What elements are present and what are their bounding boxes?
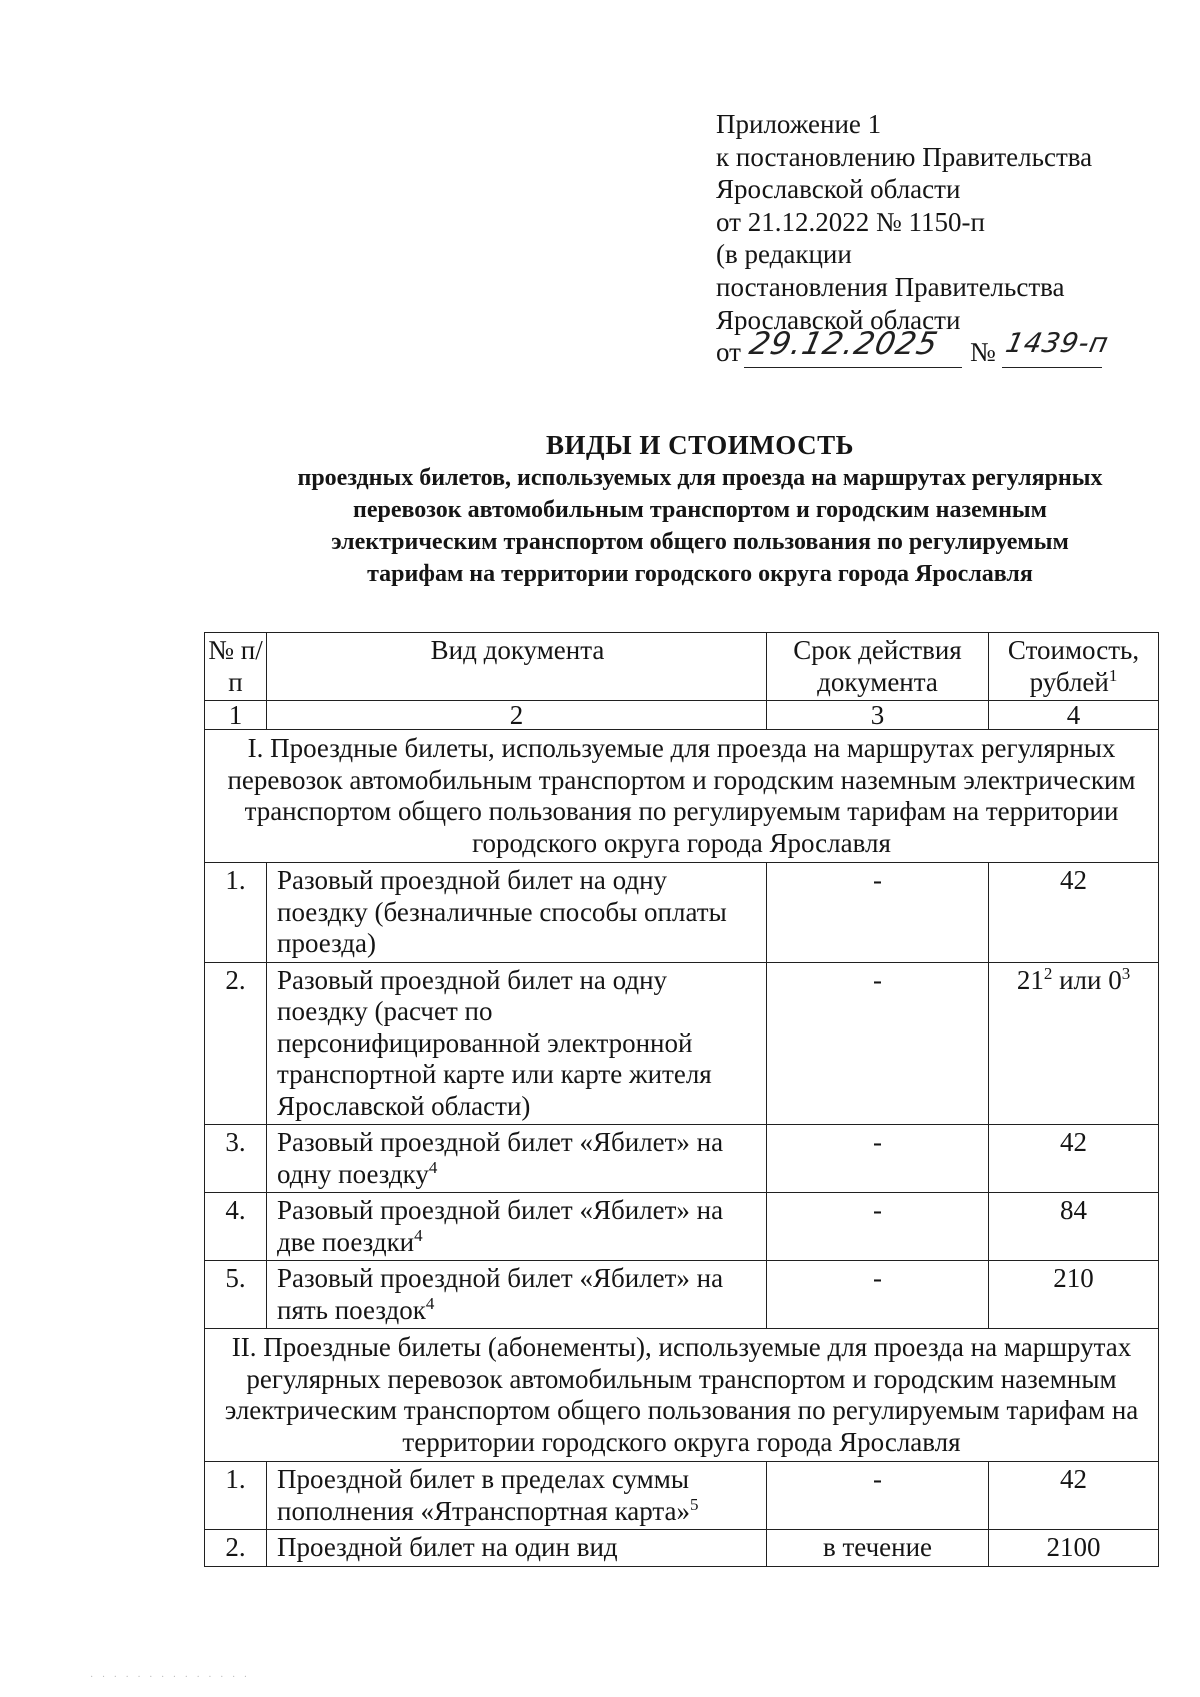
- footnote-mark: 2: [1043, 963, 1053, 983]
- table-row: [205, 1462, 1159, 1530]
- row-doc: Проездной билет на один вид: [267, 1530, 767, 1567]
- row-term: в течение: [767, 1530, 989, 1567]
- tariff-table: [204, 632, 1159, 1567]
- row-doc-text: Разовый проездной билет «Ябилет» на пять поездок: [277, 1263, 724, 1325]
- appendix-line: к постановлению Правительства: [716, 141, 1093, 172]
- header-term: Срок действия документа: [767, 633, 989, 701]
- row-term: -: [767, 1193, 989, 1261]
- table-row: [205, 1530, 1159, 1567]
- price-a: 21: [1016, 964, 1044, 995]
- handwritten-number: 1439-п: [1002, 328, 1112, 360]
- row-doc: Разовый проездной билет на одну поездку (расчет по персонифицированной электронной транспортной карте или карте жителя Ярославской области): [267, 962, 767, 1125]
- title-subline: тарифам на территории городского округа города Ярославля: [367, 561, 1033, 587]
- row-doc: [267, 1462, 767, 1530]
- table-row: [205, 962, 1159, 1125]
- section-2-title: II. Проездные билеты (абонементы), используемые для проезда на маршрутах регулярных перевозок автомобильным транспортом и городским наземным электрическим транспортом общего пользования по регулируемым тарифам на территории городского округа города Ярославля: [205, 1329, 1159, 1462]
- number-label: №: [970, 337, 996, 368]
- row-doc: [267, 1193, 767, 1261]
- handwritten-date: 29.12.2025: [746, 326, 942, 363]
- header-doc: Вид документа: [267, 633, 767, 701]
- column-number: 1: [205, 701, 267, 730]
- footnote-mark: 3: [1121, 963, 1131, 983]
- row-doc: Разовый проездной билет на одну поездку (безналичные способы оплаты проезда): [267, 863, 767, 963]
- appendix-line: Ярославской области: [716, 174, 961, 205]
- header-price-text: Стоимость, рублей: [1007, 635, 1140, 697]
- row-doc: [267, 1125, 767, 1193]
- footnote-mark: 1: [1108, 665, 1118, 685]
- footnote-mark: 5: [690, 1494, 699, 1514]
- section-row: [205, 730, 1159, 863]
- footnote-mark: 4: [425, 1293, 435, 1313]
- row-term: -: [767, 1462, 989, 1530]
- table-row: [205, 1193, 1159, 1261]
- row-price: 42: [989, 1125, 1159, 1193]
- appendix-line: (в редакции: [716, 239, 852, 270]
- footnote-mark: 4: [428, 1157, 438, 1177]
- row-term: -: [767, 863, 989, 963]
- row-term: -: [767, 962, 989, 1125]
- row-num: 1.: [205, 1462, 267, 1530]
- row-doc-text: Проездной билет в пределах суммы пополнения «Ятранспортная карта»: [277, 1464, 691, 1526]
- table-row: [205, 1125, 1159, 1193]
- from-label: от: [716, 337, 741, 368]
- table-row: [205, 1261, 1159, 1329]
- appendix-line: от 21.12.2022 № 1150-п: [716, 206, 985, 237]
- scan-artifact: · · · · · · · · · · · · · ·: [90, 1672, 251, 1683]
- signature-line: [716, 326, 1176, 370]
- column-number: 4: [989, 701, 1159, 730]
- appendix-line: Приложение 1: [716, 109, 882, 139]
- row-num: 1.: [205, 863, 267, 963]
- column-number-row: [205, 701, 1159, 730]
- row-num: 2.: [205, 1530, 267, 1567]
- row-term: -: [767, 1125, 989, 1193]
- row-num: 2.: [205, 962, 267, 1125]
- header-price: [989, 633, 1159, 701]
- section-row: [205, 1329, 1159, 1462]
- header-num: № п/п: [205, 633, 267, 701]
- table-header-row: [205, 633, 1159, 701]
- row-price: 42: [989, 1462, 1159, 1530]
- row-price: 2100: [989, 1530, 1159, 1567]
- appendix-line: постановления Правительства: [716, 271, 1065, 302]
- number-underline: [1002, 367, 1102, 368]
- row-price: 42: [989, 863, 1159, 963]
- row-term: -: [767, 1261, 989, 1329]
- row-num: 5.: [205, 1261, 267, 1329]
- row-num: 3.: [205, 1125, 267, 1193]
- row-doc: [267, 1261, 767, 1329]
- title-main: ВИДЫ И СТОИМОСТЬ: [546, 430, 854, 460]
- table-row: [205, 863, 1159, 963]
- column-number: 2: [267, 701, 767, 730]
- row-price: [989, 962, 1159, 1125]
- price-or: или: [1052, 964, 1109, 995]
- title-subline: проездных билетов, используемых для проезда на маршрутах регулярных: [297, 465, 1103, 491]
- column-number: 3: [767, 701, 989, 730]
- row-price: 84: [989, 1193, 1159, 1261]
- row-doc-text: Разовый проездной билет «Ябилет» на две поездки: [277, 1195, 724, 1257]
- title-subline: электрическим транспортом общего пользования по регулируемым: [331, 529, 1069, 555]
- appendix-header: [716, 108, 1176, 370]
- price-b: 0: [1108, 964, 1122, 995]
- appendix-line: Ярославской области: [716, 304, 961, 335]
- row-num: 4.: [205, 1193, 267, 1261]
- row-doc-text: Разовый проездной билет «Ябилет» на одну поездку: [277, 1127, 724, 1189]
- document-title: [200, 428, 1200, 590]
- title-subline: перевозок автомобильным транспортом и городским наземным: [352, 497, 1048, 523]
- section-1-title: I. Проездные билеты, используемые для проезда на маршрутах регулярных перевозок автомобильным транспортом и городским наземным электрическим транспортом общего пользования по регулируемым тарифам на территории городского округа города Ярославля: [205, 730, 1159, 863]
- row-price: 210: [989, 1261, 1159, 1329]
- date-underline: [744, 367, 962, 368]
- footnote-mark: 4: [414, 1225, 423, 1245]
